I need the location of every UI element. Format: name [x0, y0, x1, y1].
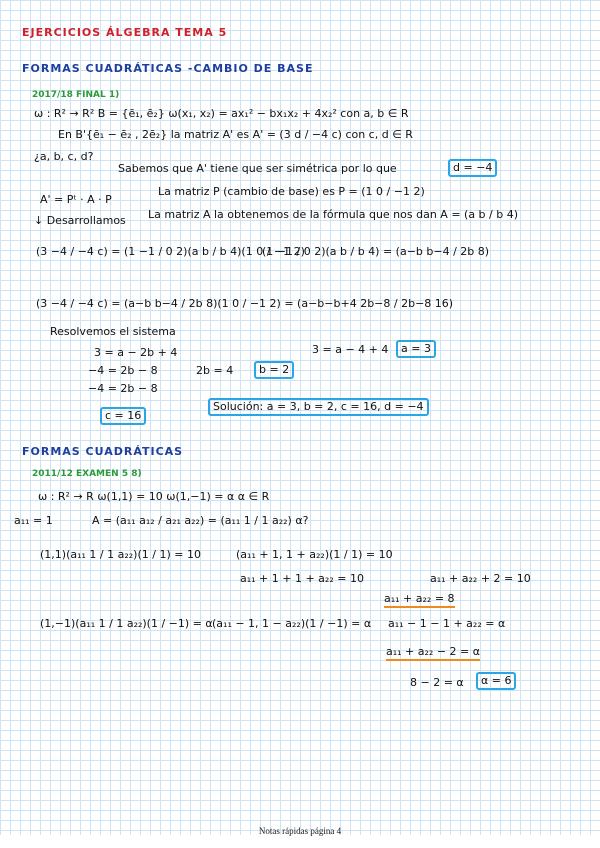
system-right-step: 3 = a − 4 + 4 — [312, 343, 389, 356]
equation-product-partial: (1 −1 / 0 2)(a b / b 4) = (a−b b−4 / 2b 8) — [262, 245, 490, 258]
equation-w1-1-step: (a₁₁ − 1, 1 − a₂₂)(1 / −1) = α — [212, 617, 372, 630]
develop-note: ↓ Desarrollamos — [34, 214, 126, 227]
equation-trace-8: a₁₁ + a₂₂ = 8 — [384, 592, 455, 608]
equation-w11: (1,1)(a₁₁ 1 / 1 a₂₂)(1 / 1) = 10 — [40, 548, 201, 561]
equation-w1-1-sum: a₁₁ − 1 − 1 + a₂₂ = α — [388, 617, 506, 630]
page-footer: Notas rápidas página 4 — [258, 826, 342, 836]
result-box-a: a = 3 — [396, 340, 436, 358]
exam-tag-1: 2017/18 FINAL 1) — [32, 90, 120, 100]
system-mid-step: 2b = 4 — [196, 364, 234, 377]
equation-substitution: 8 − 2 = α — [410, 676, 464, 689]
result-box-c: c = 16 — [100, 407, 146, 425]
equation-w1-1: (1,−1)(a₁₁ 1 / 1 a₂₂)(1 / −1) = α — [40, 617, 213, 630]
result-box-alpha: α = 6 — [476, 672, 516, 690]
problem-2-statement: ω : R² → R ω(1,1) = 10 ω(1,−1) = α α ∈ R — [38, 490, 270, 503]
exam-tag-2: 2011/12 EXAMEN 5 8) — [32, 469, 142, 479]
equation-w1-1-simplified: a₁₁ + a₂₂ − 2 = α — [386, 645, 480, 661]
section-heading-formas-cuadraticas: FORMAS CUADRÁTICAS — [22, 445, 184, 458]
section-heading-cambio-base: FORMAS CUADRÁTICAS -CAMBIO DE BASE — [22, 62, 314, 75]
resolve-heading: Resolvemos el sistema — [50, 325, 176, 338]
page-title: EJERCICIOS ÁLGEBRA TEMA 5 — [22, 26, 228, 39]
question-line: ¿a, b, c, d? — [34, 150, 94, 163]
solution-box: Solución: a = 3, b = 2, c = 16, d = −4 — [208, 398, 429, 416]
result-box-b: b = 2 — [254, 361, 294, 379]
equation-w11-step: (a₁₁ + 1, 1 + a₂₂)(1 / 1) = 10 — [236, 548, 393, 561]
system-eq-1: 3 = a − 2b + 4 — [94, 346, 178, 359]
matrix-a-generic: A = (a₁₁ a₁₂ / a₂₁ a₂₂) = (a₁₁ 1 / 1 a₂₂) α? — [92, 514, 309, 527]
system-eq-3: −4 = 2b − 8 — [88, 382, 158, 395]
problem-statement-line: ω : R² → R² B = {ē₁, ē₂} ω(x₁, x₂) = ax₁² − bx₁x₂ + 4x₂² con a, b ∈ R — [34, 107, 409, 120]
system-eq-2: −4 = 2b − 8 — [88, 364, 158, 377]
a11-note: a₁₁ = 1 — [14, 514, 53, 527]
equation-w11-sum: a₁₁ + 1 + 1 + a₂₂ = 10 — [240, 572, 364, 585]
page-bottom-margin — [0, 835, 600, 848]
equation-result-matrix: (3 −4 / −4 c) = (a−b b−4 / 2b 8)(1 0 / −1 2) = (a−b−b+4 2b−8 / 2b−8 16) — [36, 297, 454, 310]
symmetric-note: Sabemos que A' tiene que ser simétrica por lo que — [118, 162, 397, 175]
result-box-d: d = −4 — [448, 159, 497, 177]
matrix-a-note: La matriz A la obtenemos de la fórmula que nos dan A = (a b / b 4) — [148, 208, 519, 221]
equation-product: (3 −4 / −4 c) = (1 −1 / 0 2)(a b / b 4)(1 0 / −1 2) — [36, 245, 305, 258]
equation-w11-simplified: a₁₁ + a₂₂ + 2 = 10 — [430, 572, 531, 585]
new-base-line: En B'{ē₁ − ē₂ , 2ē₂} la matriz A' es A' = (3 d / −4 c) con c, d ∈ R — [58, 128, 413, 141]
matrix-p-note: La matriz P (cambio de base) es P = (1 0 / −1 2) — [158, 185, 425, 198]
change-base-formula: A' = Pᵗ · A · P — [40, 193, 112, 206]
